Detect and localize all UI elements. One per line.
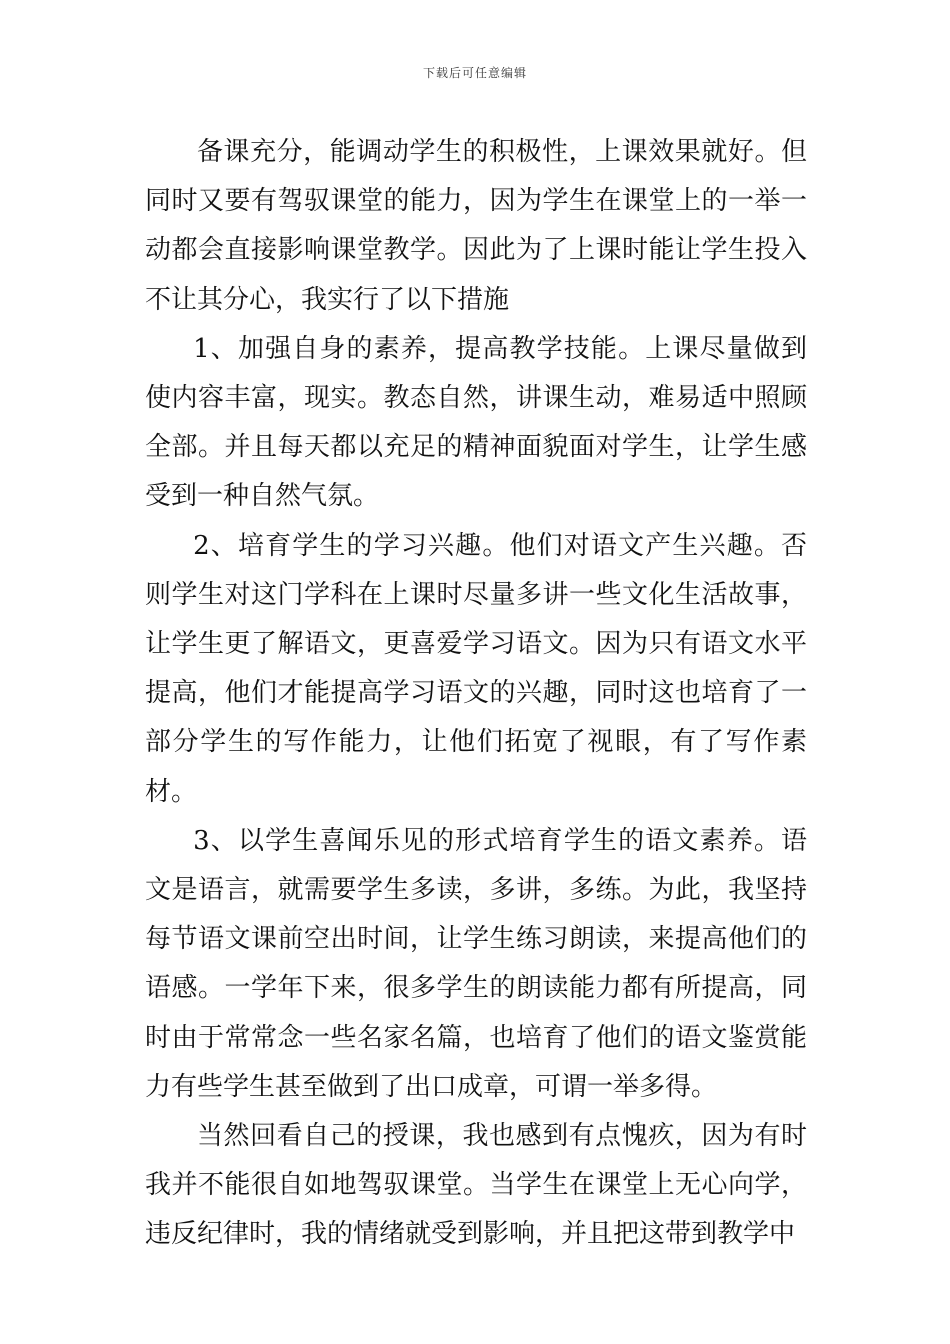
paragraph-measure-2: 2、培育学生的学习兴趣。他们对语文产生兴趣。否则学生对这门学科在上课时尽量多讲一些文化生活故事，让学生更了解语文，更喜爱学习语文。因为只有语文水平提高，他们才能提高学习语文的兴趣，同时这也培育了一部分学生的写作能力，让他们拓宽了视眼，有了写作素材。: [145, 530, 807, 807]
paragraph-measure-1: 1、加强自身的素养，提高教学技能。上课尽量做到使内容丰富，现实。教态自然，讲课生动，难易适中照顾全部。并且每天都以充足的精神面貌面对学生，让学生感受到一种自然气氛。: [145, 333, 807, 512]
paragraph-reflection: 当然回看自己的授课，我也感到有点愧疚，因为有时我并不能很自如地驾驭课堂。当学生在课堂上无心向学，违反纪律时，我的情绪就受到影响，并且把这带到教学中: [145, 1121, 807, 1250]
paragraph-intro: 备课充分，能调动学生的积极性，上课效果就好。但同时又要有驾驭课堂的能力，因为学生在课堂上的一举一动都会直接影响课堂教学。因此为了上课时能让学生投入不让其分心，我实行了以下措施: [145, 137, 807, 315]
paragraph-measure-3: 3、以学生喜闻乐见的形式培育学生的语文素养。语文是语言，就需要学生多读，多讲，多练。为此，我坚持每节语文课前空出时间，让学生练习朗读，来提高他们的语感。一学年下来，很多学生的朗读能力都有所提高，同时由于常常念一些名家名篇，也培育了他们的语文鉴赏能力有些学生甚至做到了出口成章，可谓一举多得。: [145, 825, 807, 1102]
document-body: [145, 128, 807, 1260]
header-note: 下载后可任意编辑: [422, 66, 527, 80]
